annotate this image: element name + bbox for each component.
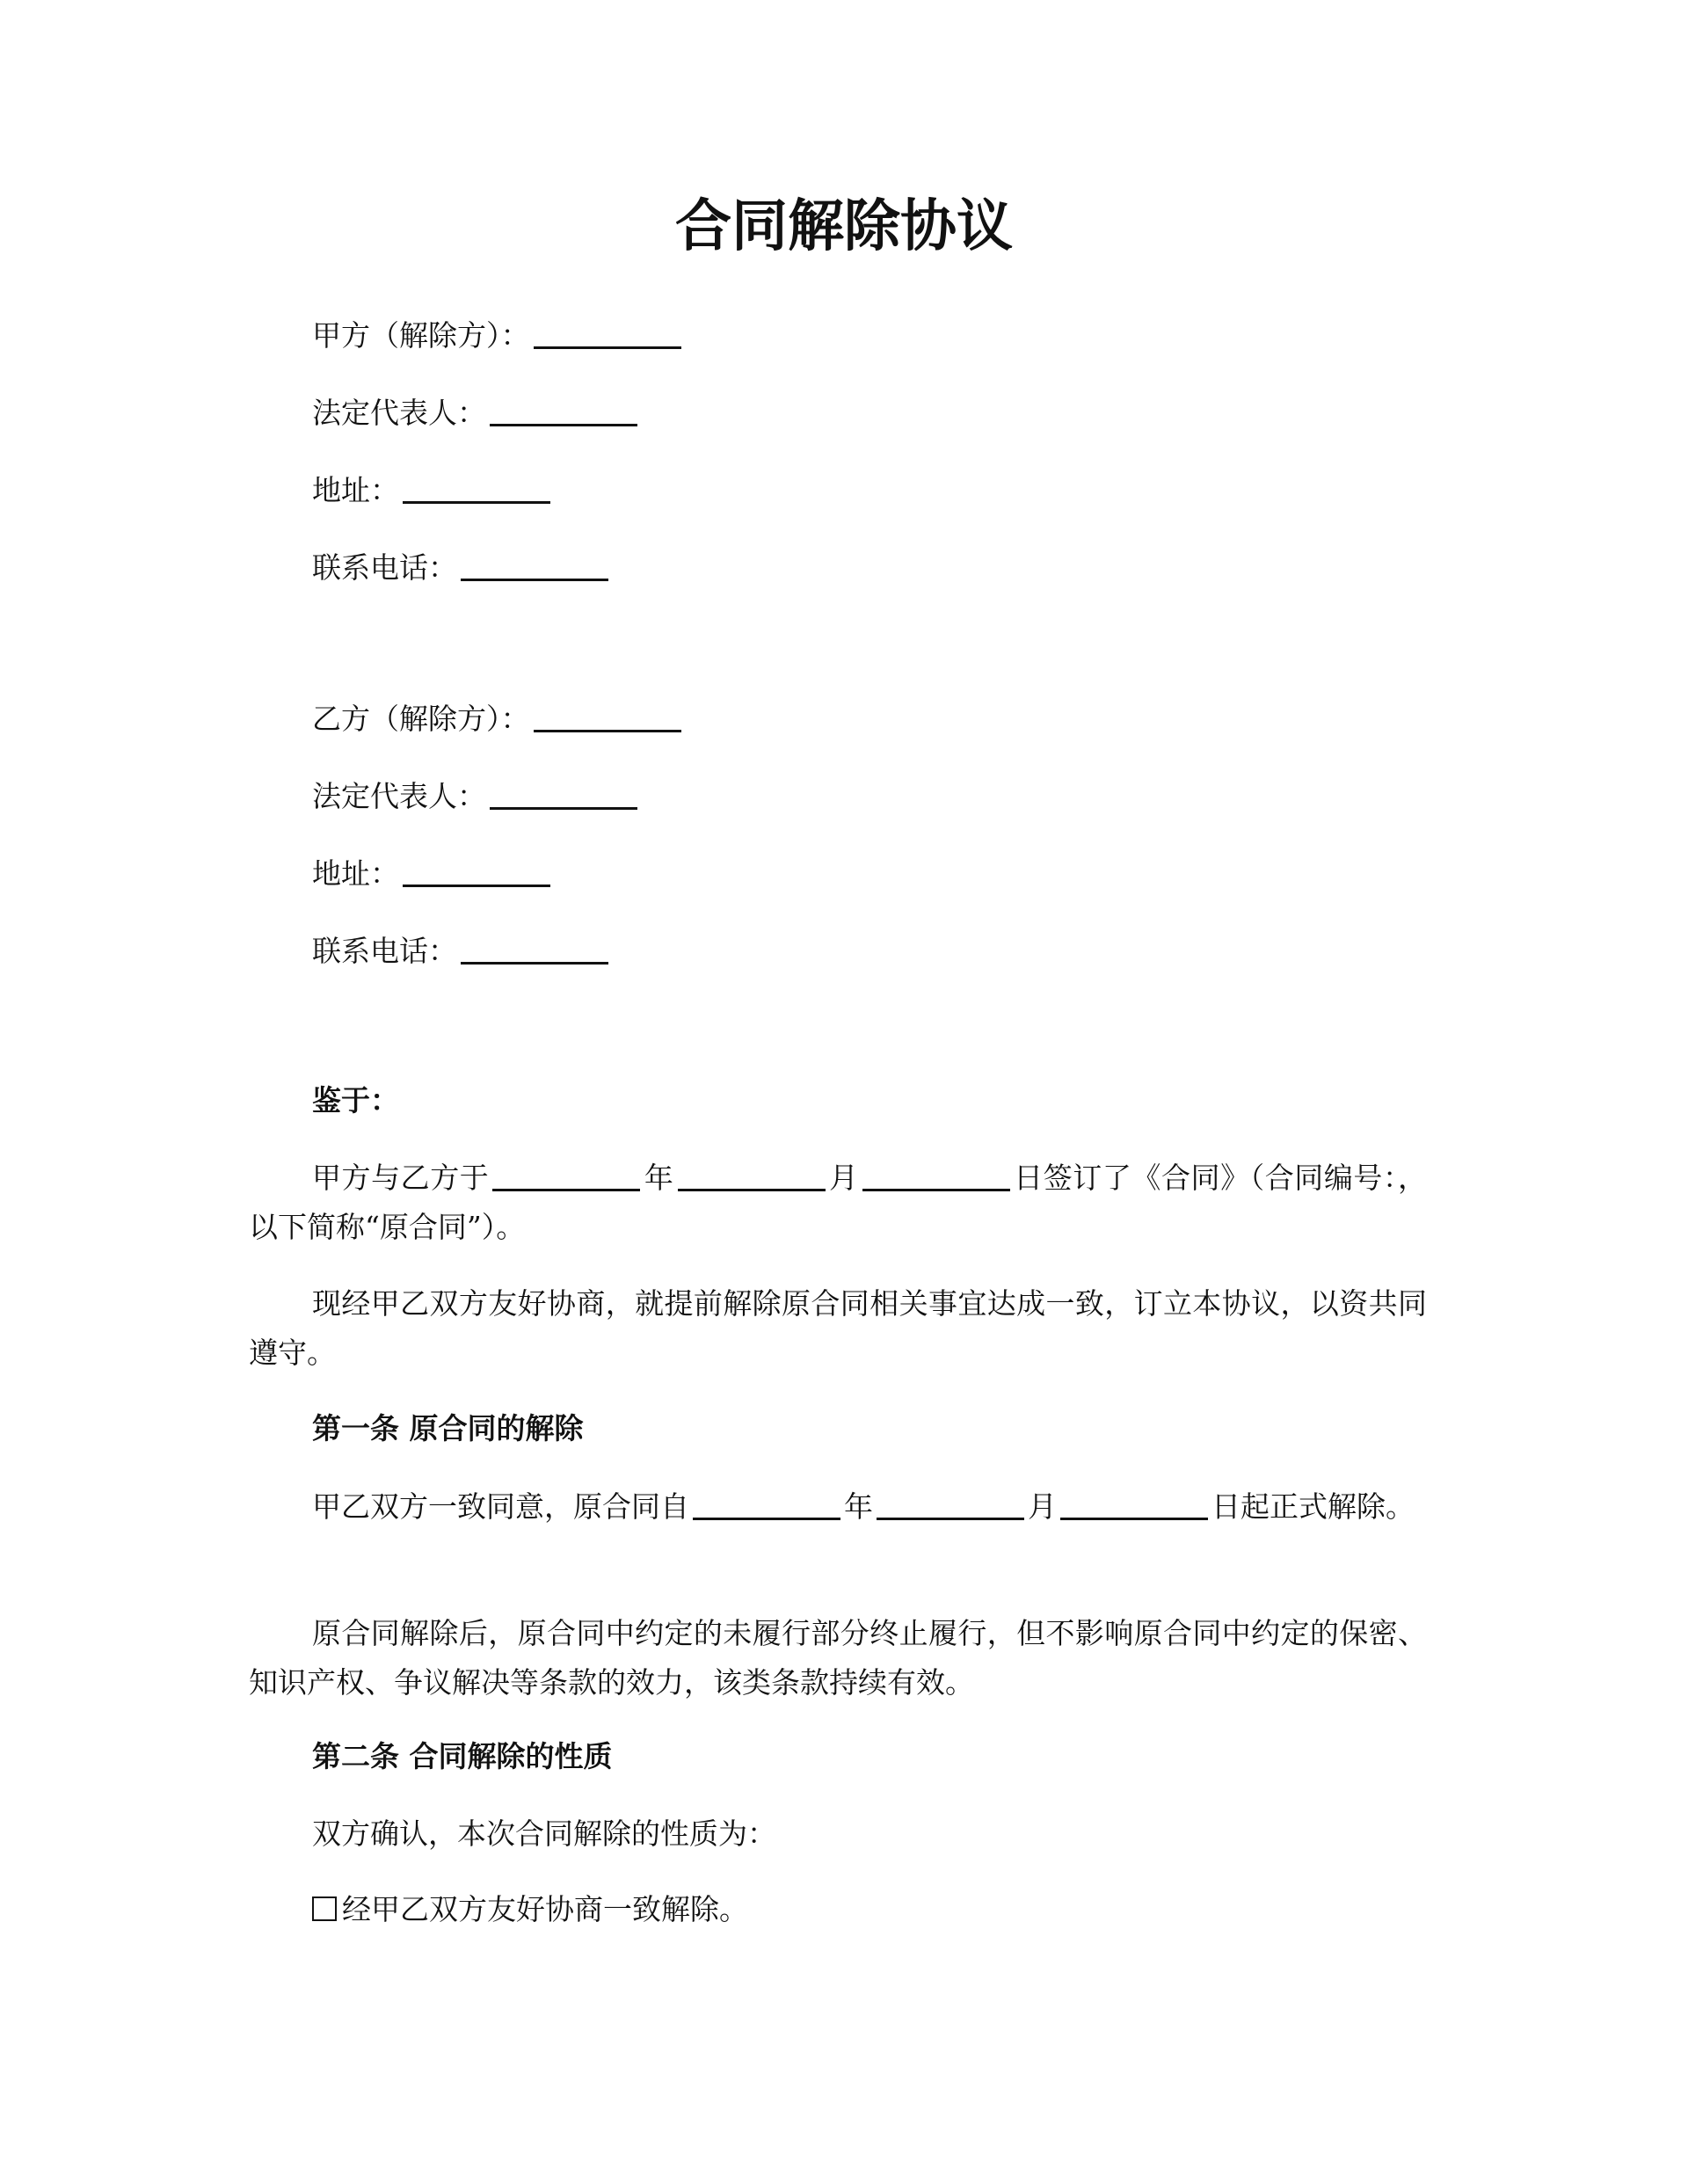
whereas-month-blank[interactable] [678, 1162, 826, 1191]
party-a-name-blank[interactable] [534, 320, 681, 349]
party-a-rep-line [312, 396, 641, 431]
party-b-name-line [312, 702, 685, 737]
party-a-address-blank[interactable] [403, 475, 550, 504]
article-1-month-blank[interactable] [877, 1491, 1024, 1520]
article-1-heading: 第一条 原合同的解除 [312, 1411, 584, 1445]
party-b-address-blank[interactable] [403, 858, 550, 887]
article-1-month-label: 月 [1028, 1489, 1057, 1524]
article-1-p1-before: 甲乙双方一致同意，原合同自 [312, 1489, 689, 1524]
article-1-year-label: 年 [844, 1489, 873, 1524]
party-a-name-line [312, 318, 685, 353]
whereas-year-label: 年 [644, 1161, 674, 1195]
party-a-address-label: 地址： [312, 473, 399, 507]
checkbox-icon[interactable] [312, 1896, 337, 1921]
document-title: 合同解除协议 [675, 194, 1013, 259]
whereas-month-label: 月 [828, 1161, 859, 1195]
article-2-heading: 第二条 合同解除的性质 [312, 1739, 613, 1773]
party-b-rep-blank[interactable] [490, 781, 637, 810]
whereas-p1-before: 甲方与乙方于 [312, 1161, 490, 1195]
article-2-option-1 [312, 1892, 748, 1927]
party-b-address-line [312, 856, 554, 892]
article-1-p1-after: 日起正式解除。 [1211, 1489, 1415, 1524]
party-b-address-label: 地址： [312, 856, 399, 891]
party-b-phone-line [312, 934, 612, 969]
article-2-intro: 双方确认，本次合同解除的性质为： [312, 1816, 776, 1851]
party-b-rep-line [312, 779, 641, 814]
whereas-p1-after: 日签订了《合同》（合同编号：，以下简称“原合同”）。 [249, 1161, 1428, 1244]
article-1-paragraph-1 [249, 1482, 1427, 1532]
article-1-paragraph-2: 原合同解除后，原合同中约定的未履行部分终止履行，但不影响原合同中约定的保密、知识产权、争议解决等条款的效力，该类条款持续有效。 [249, 1616, 1427, 1700]
whereas-paragraph-1 [249, 1154, 1427, 1252]
article-1-day-blank[interactable] [1060, 1491, 1208, 1520]
whereas-day-blank[interactable] [862, 1162, 1010, 1191]
party-b-phone-label: 联系电话： [312, 934, 457, 968]
party-a-rep-label: 法定代表人： [312, 396, 486, 430]
party-a-name-label: 甲方（解除方）： [312, 318, 530, 353]
party-b-name-blank[interactable] [534, 703, 681, 732]
whereas-heading: 鉴于： [312, 1083, 399, 1117]
party-a-phone-line [312, 550, 612, 586]
article-1-year-blank[interactable] [693, 1491, 840, 1520]
article-2-option-1-label: 经甲乙双方友好协商一致解除。 [342, 1892, 748, 1926]
whereas-paragraph-2: 现经甲乙双方友好协商，就提前解除原合同相关事宜达成一致，订立本协议，以资共同遵守。 [249, 1286, 1427, 1370]
party-b-phone-blank[interactable] [461, 935, 608, 965]
party-a-phone-blank[interactable] [461, 552, 608, 581]
party-b-name-label: 乙方（解除方）： [312, 702, 530, 736]
party-b-rep-label: 法定代表人： [312, 779, 486, 813]
party-a-phone-label: 联系电话： [312, 550, 457, 585]
whereas-year-blank[interactable] [492, 1162, 640, 1191]
party-a-address-line [312, 473, 554, 508]
party-a-rep-blank[interactable] [490, 397, 637, 426]
